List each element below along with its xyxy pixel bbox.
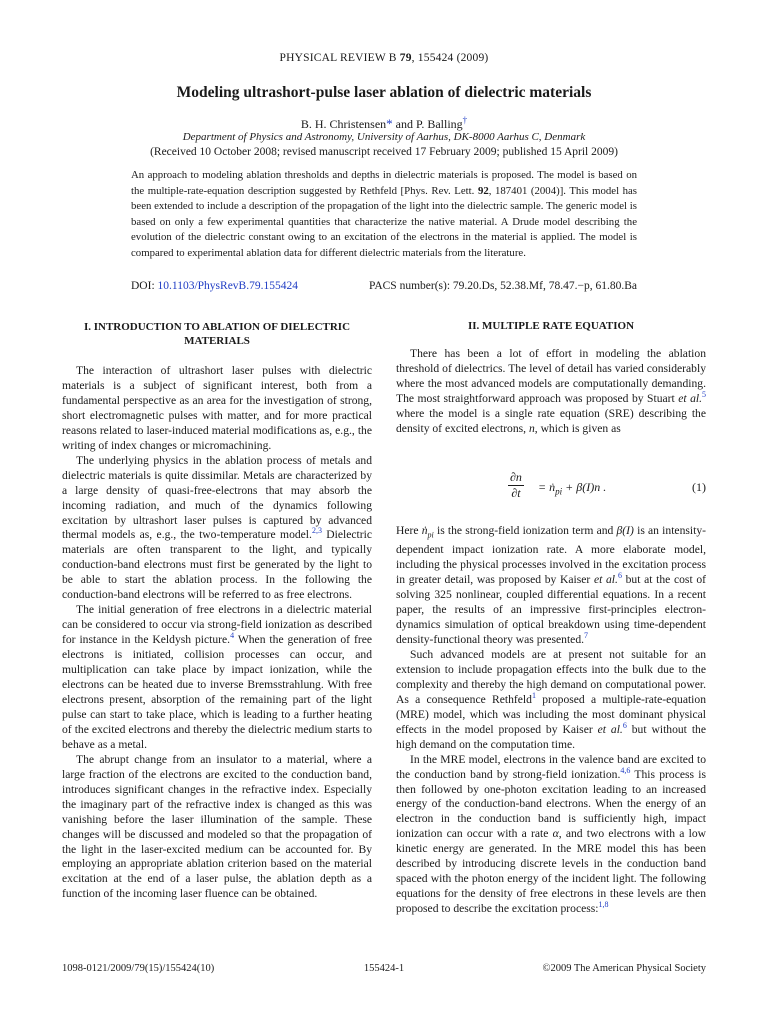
equation-rhs-term2: + β(I)n . bbox=[562, 480, 607, 494]
citation-link[interactable]: 6 bbox=[622, 720, 627, 730]
paragraph-text: Here bbox=[396, 524, 422, 537]
author-footnote-link[interactable]: † bbox=[462, 115, 468, 125]
paragraph bbox=[396, 347, 706, 437]
affiliation: Department of Physics and Astronomy, University of Aarhus, DK-8000 Aarhus C, Denmark bbox=[182, 131, 586, 143]
author-christensen: B. H. Christensen bbox=[300, 117, 387, 131]
doi-link[interactable]: 10.1103/PhysRevB.79.155424 bbox=[157, 280, 298, 292]
citation-link[interactable]: 7 bbox=[584, 631, 589, 641]
equation-subscript: pi bbox=[555, 486, 563, 497]
pacs-numbers: PACS number(s): 79.20.Ds, 52.38.Mf, 78.47.−p, 61.80.Ba bbox=[368, 280, 637, 292]
math-n: n bbox=[528, 421, 535, 435]
paragraph-text: This process is then followed by one-photon excitation leading to an increased energy of the conduction-band electrons. When the energy of an electron in the conduction band is sufficiently high, impact ionization can occur with a rate bbox=[396, 767, 707, 841]
paragraph-text: The initial generation of free electrons in a dielectric material can be considered to occur via strong-field ionization as described for instance in the Keldysh picture. bbox=[62, 603, 372, 647]
et-al: et al. bbox=[678, 391, 702, 405]
equation-rhs bbox=[538, 480, 606, 496]
paragraph-text: , which is given as bbox=[534, 421, 621, 435]
abstract-ref-volume: 92 bbox=[477, 184, 489, 197]
doi-label: DOI: bbox=[131, 280, 158, 292]
author-and: and bbox=[392, 117, 416, 131]
citation-link[interactable]: 2,3 bbox=[311, 526, 322, 536]
paragraph bbox=[396, 524, 706, 648]
paragraph-text: Dielectric materials are often transparent to the light, and typically conduction-band electrons must first be generated by the light to be able to start the ablation process. In the following the conduction-band electrons will be referred to as free electrons. bbox=[62, 528, 373, 602]
abstract-text-2: , 187401 (2004)]. This model has been extended to include a description of the propagation of the light into the dielectric sample. The generic model is based on only a few experimental quantities that characterize the native material. A Drude model describing the evolution of the dielectric constant owing to an excitation of the electrons in the material is applied. The model is compared to experimental ablation data for different dielectric materials from the literature. bbox=[131, 184, 638, 259]
paragraph-text: , and two electrons with a low kinetic energy are generated. In the MRE model this has been described by introducing discrete levels in the conduction band spaced with the photon energy of the incident light. The following equations for the density of free electrons in these levels are then proposed to describe the excitation process: bbox=[396, 827, 706, 916]
equation-denominator: ∂t bbox=[511, 486, 521, 500]
math-beta: β(I) bbox=[616, 524, 634, 537]
paragraph: The abrupt change from an insulator to a material, where a large fraction of the electrons are excited to the conduction band, introduces significant changes in the refractive index. Especially the imaginary part of the refractive index is changed as this was vanishing before the laser illumination of the sample. These changes will be discussed and modeled so that the propagation of the light in the laser-excited medium can be accounted for. By employing an appropriate ablation criterion based on the material excitation at the end of a laser pulse, the ablation depth as a function of the incoming laser fluence can be obtained. bbox=[62, 752, 372, 901]
paragraph-text: There has been a lot of effort in modeling the ablation threshold of dielectrics. The level of detail has varied considerably where the most advanced models are computationally demanding. The most straightforward approach was proposed by Stuart bbox=[396, 347, 706, 405]
citation-link[interactable]: 1 bbox=[531, 690, 536, 700]
corresponding-author-link[interactable]: * bbox=[386, 116, 393, 131]
section-1-heading: I. INTRODUCTION TO ABLATION OF DIELECTRIC MATERIALS bbox=[83, 321, 351, 347]
paragraph-text: is an intensity-dependent impact ionization rate. A more elaborate model, including the physical processes involved in the excitation process in greater detail, was proposed by Kaiser bbox=[396, 524, 706, 587]
paragraph-text: where the model is a single rate equation (SRE) describing the density of excited electrons, bbox=[396, 406, 706, 435]
paragraph-text: Such advanced models are at present not suitable for an extension to include propagation effects into the bulk due to the complexity and thereby the high demand on computational power. As a consequence Rethfeld bbox=[396, 647, 706, 706]
author-balling: P. Balling bbox=[415, 117, 463, 131]
equation-rhs-term: = ṅ bbox=[538, 480, 556, 494]
paragraph bbox=[62, 603, 372, 753]
journal-header bbox=[0, 52, 768, 64]
citation-link[interactable]: 4,6 bbox=[620, 765, 631, 775]
citation-link[interactable]: 5 bbox=[702, 390, 706, 399]
paragraph bbox=[396, 648, 706, 753]
paragraph-text: but at the cost of solving 325 nonlinear, coupled differential equations. In a recent paper, the results of an impressive first-principles electron-dynamics simulation of optical breakdown using time-dependent density-functional theory was presented. bbox=[396, 573, 706, 646]
paragraph-text: When the generation of free electrons is initiated, collision processes can occur, and multiplication can take place by impact ionization, while the electrons can be heated due to inverse Bremsstrahlung. With free electrons present, absorption of the remaining part of the light pulse can start to take place, which is leading to a further heating of the excited electrons and thereby the dielectric medium starts to behave as a metal. bbox=[62, 633, 372, 751]
paragraph bbox=[396, 753, 706, 917]
equation-1 bbox=[396, 470, 706, 510]
left-column bbox=[62, 364, 372, 902]
received-dates: (Received 10 October 2008; revised manuscript received 17 February 2009; published 15 April 2009) bbox=[150, 146, 618, 158]
footer-copyright: ©2009 The American Physical Society bbox=[542, 963, 706, 974]
math-subscript: pi bbox=[427, 530, 434, 540]
article-number: , 155424 (2009) bbox=[411, 52, 489, 64]
author-line bbox=[0, 116, 768, 132]
paragraph-text: is the strong-field ionization term and bbox=[433, 524, 617, 537]
citation-link[interactable]: 4 bbox=[230, 631, 235, 641]
paper-title: Modeling ultrashort-pulse laser ablation of dielectric materials bbox=[176, 84, 592, 101]
right-column-bottom bbox=[396, 524, 706, 917]
paragraph-text: In the MRE model, electrons in the valence band are excited to the conduction band by strong-field ionization. bbox=[396, 752, 706, 781]
equation-fraction bbox=[508, 470, 524, 501]
footer-page-number: 155424-1 bbox=[363, 963, 405, 974]
journal-volume: 79 bbox=[399, 52, 412, 64]
paragraph bbox=[62, 454, 372, 604]
doi-line bbox=[131, 280, 298, 292]
paragraph-text: proposed a multiple-rate-equation (MRE) model, which was including the most dominant physical effects in the model proposed by Kaiser bbox=[396, 692, 706, 736]
abstract bbox=[131, 168, 637, 261]
abstract-text-1: An approach to modeling ablation thresholds and depths in dielectric materials is proposed. The model is based on the multiple-rate-equation description suggested by Rethfeld [Phys. Rev. Lett. bbox=[131, 169, 637, 197]
paragraph-text: The underlying physics in the ablation process of metals and dielectric materials is quite dissimilar. Metals are characterized by a large density of quasi-free-electrons that may absorb the incoming radiation, and much of the dynamics following excitation by ultrashort laser pulses is captured by advanced thermal models as, e.g., the two-temperature model. bbox=[62, 453, 372, 542]
paragraph-text: but without the high demand on the computation time. bbox=[396, 722, 706, 751]
et-al: et al. bbox=[597, 722, 623, 736]
et-al: et al. bbox=[593, 573, 618, 587]
journal-name: PHYSICAL REVIEW B bbox=[279, 52, 397, 64]
right-column-top bbox=[396, 347, 706, 437]
paragraph: The interaction of ultrashort laser pulses with dielectric materials is a subject of significant interest, both from a fundamental perspective as an area for the investigation of strong, short electromagnetic pulses with matter, and for more practical reasons related to laser-induced material modifications as, e.g., the writing of index changes or micromachining. bbox=[62, 364, 372, 452]
citation-link[interactable]: 6 bbox=[617, 571, 622, 581]
equation-numerator: ∂n bbox=[510, 470, 522, 484]
math-alpha: α bbox=[552, 827, 559, 841]
math-ndot: ṅ bbox=[421, 524, 428, 537]
section-2-heading: II. MULTIPLE RATE EQUATION bbox=[467, 320, 635, 332]
equation-number: (1) bbox=[692, 480, 706, 494]
citation-link[interactable]: 1,8 bbox=[598, 900, 609, 910]
footer-issn: 1098-0121/2009/79(15)/155424(10) bbox=[62, 963, 215, 974]
